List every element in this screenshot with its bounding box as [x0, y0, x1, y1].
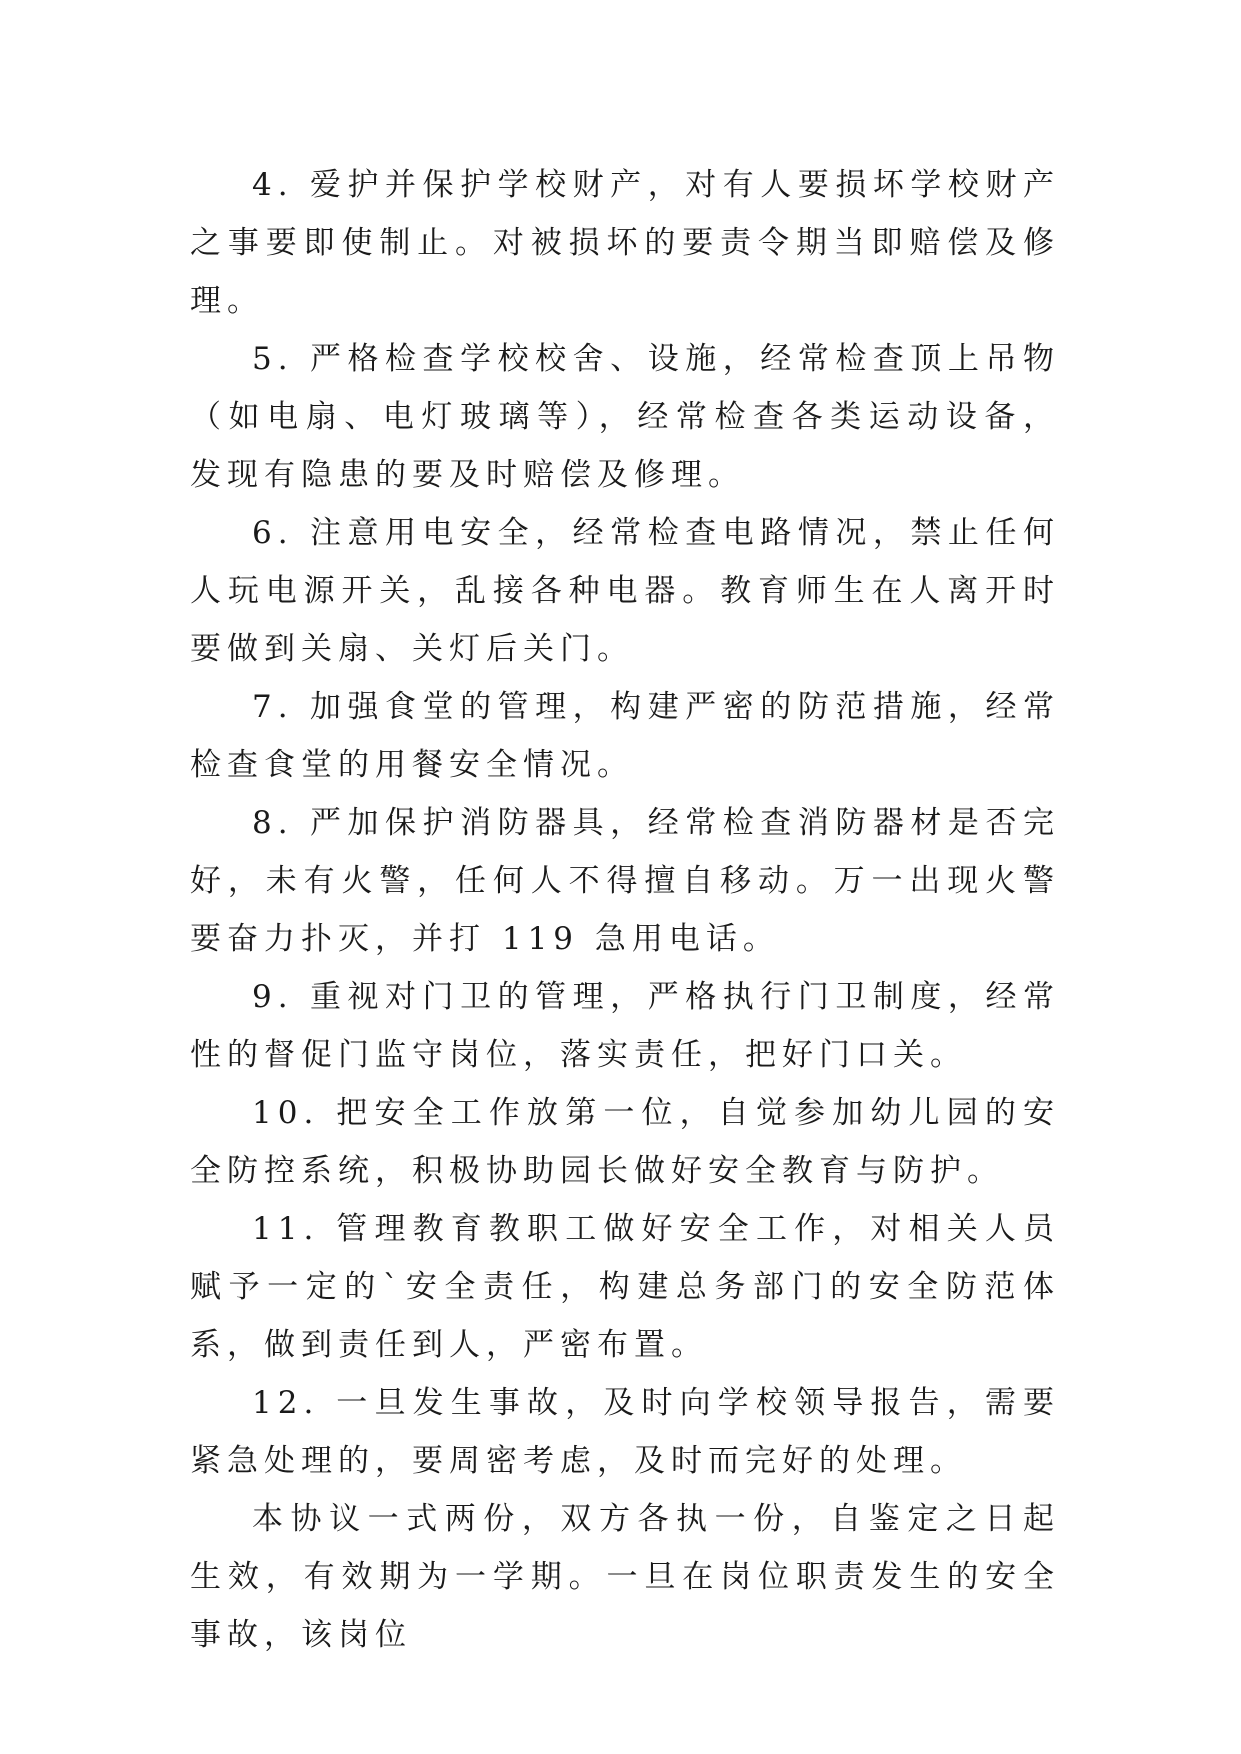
paragraph-item-12: 12. 一旦发生事故，及时向学校领导报告，需要紧急处理的，要周密考虑，及时而完好的处理。 — [190, 1385, 1060, 1479]
document-body — [190, 156, 1060, 1664]
paragraph-item-4: 4. 爱护并保护学校财产，对有人要损坏学校财产之事要即使制止。对被损坏的要责令期当即赔偿及修理。 — [190, 167, 1060, 319]
agreement-validity-paragraph: 本协议一式两份，双方各执一份，自鉴定之日起生效，有效期为一学期。一旦在岗位职责发生的安全事故，该岗位 — [190, 1501, 1060, 1653]
paragraph-item-9: 9. 重视对门卫的管理，严格执行门卫制度，经常性的督促门监守岗位，落实责任，把好门口关。 — [190, 979, 1060, 1073]
paragraph-item-5: 5. 严格检查学校校舍、设施，经常检查顶上吊物（如电扇、电灯玻璃等），经常检查各类运动设备，发现有隐患的要及时赔偿及修理。 — [190, 341, 1060, 493]
paragraph-item-8: 8. 严加保护消防器具，经常检查消防器材是否完好，未有火警，任何人不得擅自移动。万一出现火警要奋力扑灭，并打 119 急用电话。 — [190, 805, 1060, 957]
paragraph-item-7: 7. 加强食堂的管理，构建严密的防范措施，经常检查食堂的用餐安全情况。 — [190, 689, 1060, 783]
paragraph-item-6: 6. 注意用电安全，经常检查电路情况，禁止任何人玩电源开关，乱接各种电器。教育师生在人离开时要做到关扇、关灯后关门。 — [190, 515, 1060, 667]
paragraph-item-10: 10. 把安全工作放第一位，自觉参加幼儿园的安全防控系统，积极协助园长做好安全教育与防护。 — [190, 1095, 1060, 1189]
paragraph-item-11: 11. 管理教育教职工做好安全工作，对相关人员赋予一定的`安全责任，构建总务部门的安全防范体系，做到责任到人，严密布置。 — [190, 1211, 1060, 1363]
